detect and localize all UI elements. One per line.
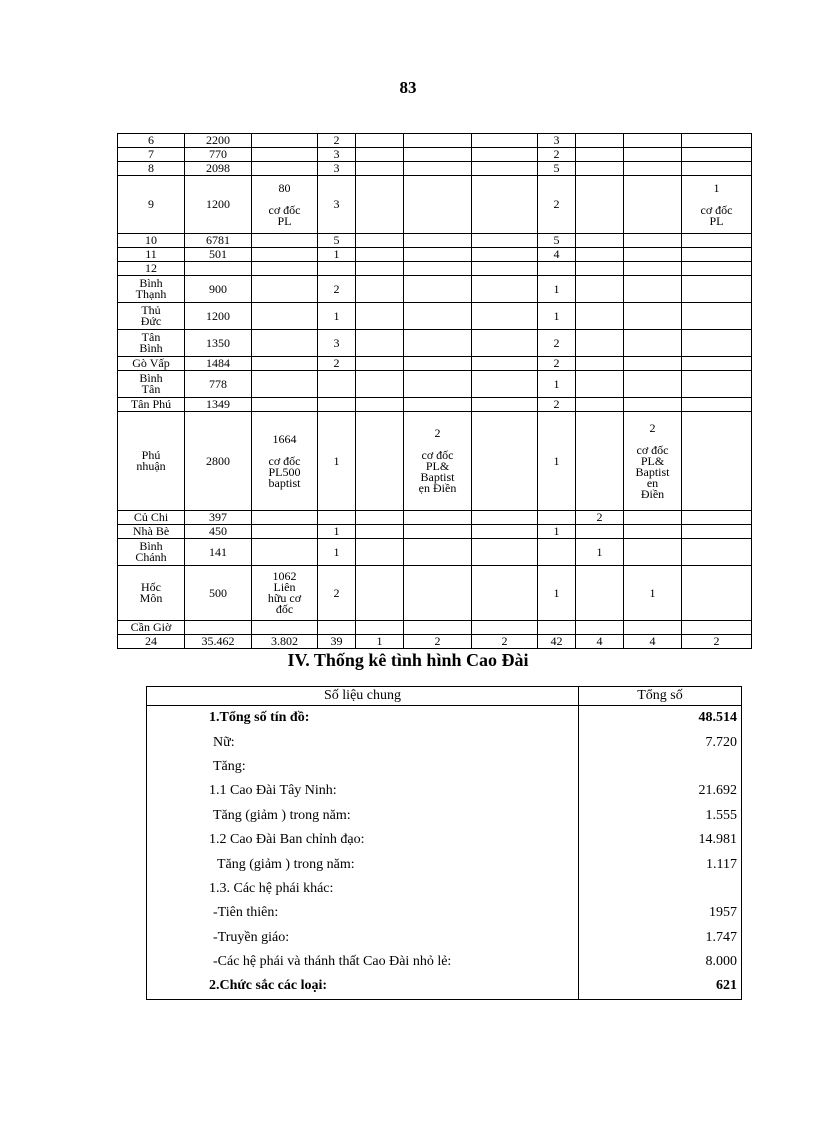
summary-row [147, 730, 742, 754]
table-cell: Thủ Đức [118, 303, 185, 330]
table-row [118, 539, 752, 566]
table-cell: 6 [118, 134, 185, 148]
table-cell [404, 162, 472, 176]
table-cell [356, 539, 404, 566]
table-cell [576, 621, 624, 635]
table-cell [356, 176, 404, 234]
table-cell [356, 511, 404, 525]
table-cell: 8 [118, 162, 185, 176]
table-cell: 3 [318, 148, 356, 162]
table-cell: 1 [318, 412, 356, 511]
table-row [118, 276, 752, 303]
table-cell: Gò Vấp [118, 357, 185, 371]
table-cell: 2098 [185, 162, 252, 176]
table-cell [576, 398, 624, 412]
table-cell [576, 566, 624, 621]
table-row [118, 234, 752, 248]
table-cell [404, 525, 472, 539]
table-cell [404, 621, 472, 635]
table-cell: 5 [538, 162, 576, 176]
table-cell [538, 511, 576, 525]
table-cell: 1 [624, 566, 682, 621]
table-cell [356, 134, 404, 148]
table-row [118, 262, 752, 276]
summary-value: 1957 [579, 901, 742, 925]
summary-value: 1.555 [579, 804, 742, 828]
table-cell [624, 234, 682, 248]
section-heading: IV. Thống kê tình hình Cao Đài [287, 650, 529, 670]
table-cell [252, 371, 318, 398]
table-cell [356, 371, 404, 398]
table-cell [472, 134, 538, 148]
summary-row [147, 974, 742, 999]
table-cell: 11 [118, 248, 185, 262]
table-cell: 35.462 [185, 635, 252, 649]
table-cell: 2200 [185, 134, 252, 148]
table-cell [682, 162, 752, 176]
table-cell [356, 357, 404, 371]
table-cell: 1 [318, 525, 356, 539]
table-cell [682, 262, 752, 276]
table-cell: 80 cơ đốc PL [252, 176, 318, 234]
table-cell [252, 248, 318, 262]
table-cell: 1 [538, 276, 576, 303]
table-cell: 1349 [185, 398, 252, 412]
table-cell: Phú nhuận [118, 412, 185, 511]
table-cell: Bình Tân [118, 371, 185, 398]
table-row [118, 621, 752, 635]
table-cell [624, 525, 682, 539]
table-cell [404, 539, 472, 566]
table-cell: Tân Phú [118, 398, 185, 412]
table-cell: 2 [472, 635, 538, 649]
table-cell: 10 [118, 234, 185, 248]
table-cell [624, 357, 682, 371]
table-cell [682, 621, 752, 635]
table-cell [576, 234, 624, 248]
table-cell [356, 412, 404, 511]
table-cell [472, 539, 538, 566]
table-cell [682, 330, 752, 357]
table-cell [538, 621, 576, 635]
summary-value: 14.981 [579, 828, 742, 852]
table-row [118, 148, 752, 162]
table-cell [356, 566, 404, 621]
summary-label: -Các hệ phái và thánh thất Cao Đài nhỏ lẻ: [147, 950, 579, 974]
summary-row [147, 852, 742, 876]
table-cell: 1 [318, 248, 356, 262]
table-cell [472, 566, 538, 621]
table-cell [356, 525, 404, 539]
table-cell: 1 [538, 303, 576, 330]
table-cell [318, 262, 356, 276]
page-number: 83 [399, 78, 417, 97]
table-cell [472, 525, 538, 539]
summary-label: 2.Chức sắc các loại: [147, 974, 579, 999]
table-cell [576, 412, 624, 511]
summary-row [147, 950, 742, 974]
table-cell: 1 [576, 539, 624, 566]
summary-label: -Truyền giáo: [147, 926, 579, 950]
table-cell [682, 511, 752, 525]
table-cell [682, 276, 752, 303]
summary-label: Tăng: [147, 755, 579, 779]
summary-table-body [147, 706, 742, 1000]
table-cell: 1350 [185, 330, 252, 357]
table-cell: 1 [538, 371, 576, 398]
table-cell: 39 [318, 635, 356, 649]
table-cell: Bình Chánh [118, 539, 185, 566]
table-cell: 2 cơ đốc PL& Baptist en Điền [624, 412, 682, 511]
summary-label: 1.3. Các hệ phái khác: [147, 877, 579, 901]
summary-row [147, 706, 742, 731]
table-cell [576, 276, 624, 303]
table-cell [538, 262, 576, 276]
table-cell: Cần Giờ [118, 621, 185, 635]
table-cell [472, 511, 538, 525]
table-cell [576, 162, 624, 176]
table-cell: Tân Bình [118, 330, 185, 357]
summary-label: 1.Tổng số tín đồ: [147, 706, 579, 731]
table-cell: Bình Thạnh [118, 276, 185, 303]
table-cell: 2 [404, 635, 472, 649]
table-cell [538, 539, 576, 566]
summary-value: 1.117 [579, 852, 742, 876]
table-cell [404, 303, 472, 330]
summary-row [147, 828, 742, 852]
summary-label: Tăng (giảm ) trong năm: [147, 804, 579, 828]
table-cell [252, 511, 318, 525]
summary-label: 1.2 Cao Đài Ban chỉnh đạo: [147, 828, 579, 852]
table-cell [356, 303, 404, 330]
table-cell: 1664 cơ đốc PL500 baptist [252, 412, 318, 511]
table-cell [472, 303, 538, 330]
table-cell: 3 [318, 330, 356, 357]
summary-label: 1.1 Cao Đài Tây Ninh: [147, 779, 579, 803]
table-cell [624, 303, 682, 330]
table-cell: 3 [318, 162, 356, 176]
table-row [118, 398, 752, 412]
table-cell: 397 [185, 511, 252, 525]
table-row [118, 371, 752, 398]
table-cell [682, 303, 752, 330]
table-cell [252, 262, 318, 276]
table-cell [682, 412, 752, 511]
table-cell [318, 621, 356, 635]
table-cell: 1200 [185, 303, 252, 330]
table-cell: 3.802 [252, 635, 318, 649]
table-cell [624, 398, 682, 412]
table-cell [252, 134, 318, 148]
table-cell: 1062 Liên hữu cơ đốc [252, 566, 318, 621]
table-cell [472, 148, 538, 162]
table-cell: 24 [118, 635, 185, 649]
summary-label: -Tiên thiên: [147, 901, 579, 925]
table-cell: 2 [576, 511, 624, 525]
table-cell: 2 [538, 148, 576, 162]
table-cell: Hốc Môn [118, 566, 185, 621]
table-cell [624, 162, 682, 176]
table-cell [624, 262, 682, 276]
table-cell [682, 357, 752, 371]
table-cell [356, 162, 404, 176]
table-cell [356, 248, 404, 262]
table-cell [472, 162, 538, 176]
summary-value: 8.000 [579, 950, 742, 974]
table-cell [624, 248, 682, 262]
table-row [118, 303, 752, 330]
table-cell [252, 357, 318, 371]
table-cell: 1 [356, 635, 404, 649]
table-cell: 2 [538, 357, 576, 371]
table-cell: 141 [185, 539, 252, 566]
table-cell [404, 262, 472, 276]
table-cell [624, 176, 682, 234]
table-cell [576, 357, 624, 371]
table-cell: 12 [118, 262, 185, 276]
table-cell: 5 [538, 234, 576, 248]
table-cell: 1200 [185, 176, 252, 234]
table-cell: 6781 [185, 234, 252, 248]
table-cell: 1484 [185, 357, 252, 371]
table-cell [472, 412, 538, 511]
table-row [118, 248, 752, 262]
table-cell [252, 621, 318, 635]
cao-dai-summary-table [146, 686, 742, 1000]
table-cell: 7 [118, 148, 185, 162]
table-cell [624, 330, 682, 357]
table-row [118, 162, 752, 176]
table-cell [356, 262, 404, 276]
table-cell [185, 621, 252, 635]
table-cell [252, 234, 318, 248]
table-cell [404, 371, 472, 398]
table-cell: 4 [624, 635, 682, 649]
table-cell [252, 398, 318, 412]
table-cell [472, 371, 538, 398]
table-cell [682, 525, 752, 539]
table-cell [404, 330, 472, 357]
table-cell [576, 134, 624, 148]
table-cell: 2 cơ đốc PL& Baptist ẹn Điền [404, 412, 472, 511]
table-row [118, 357, 752, 371]
table-cell: 1 [318, 303, 356, 330]
summary-header-total: Tổng số [579, 687, 742, 706]
table-cell [472, 248, 538, 262]
table-cell [252, 330, 318, 357]
table-cell [682, 234, 752, 248]
table-cell [472, 262, 538, 276]
table-cell: 4 [576, 635, 624, 649]
table-cell [318, 511, 356, 525]
table-cell: 1 cơ đốc PL [682, 176, 752, 234]
table-cell [252, 148, 318, 162]
table-cell [682, 566, 752, 621]
table-cell [318, 371, 356, 398]
table-cell [252, 539, 318, 566]
table-cell: 2800 [185, 412, 252, 511]
table-cell: 3 [318, 176, 356, 234]
table-cell [576, 330, 624, 357]
table-cell: 770 [185, 148, 252, 162]
table-cell: 501 [185, 248, 252, 262]
table-row [118, 330, 752, 357]
table-row [118, 566, 752, 621]
district-statistics-table [117, 133, 752, 649]
table-cell [576, 525, 624, 539]
summary-value: 621 [579, 974, 742, 999]
table-cell [682, 248, 752, 262]
table-cell: 1 [538, 412, 576, 511]
table-cell: 1 [538, 525, 576, 539]
table-cell [624, 621, 682, 635]
table-cell [252, 276, 318, 303]
summary-value: 1.747 [579, 926, 742, 950]
table-cell [252, 303, 318, 330]
table-cell: 9 [118, 176, 185, 234]
summary-value [579, 877, 742, 901]
table-cell [404, 511, 472, 525]
table-cell [356, 330, 404, 357]
table-cell [472, 330, 538, 357]
summary-value: 7.720 [579, 730, 742, 754]
summary-label: Tăng (giảm ) trong năm: [147, 852, 579, 876]
table-cell: Củ Chi [118, 511, 185, 525]
table-cell [682, 371, 752, 398]
table-cell [624, 539, 682, 566]
summary-row [147, 901, 742, 925]
table-cell [404, 566, 472, 621]
table-cell [576, 371, 624, 398]
table-cell: 1 [538, 566, 576, 621]
table-cell [472, 357, 538, 371]
table-cell [576, 248, 624, 262]
summary-row [147, 877, 742, 901]
table-cell [472, 176, 538, 234]
table-cell: 2 [682, 635, 752, 649]
summary-header-label: Số liệu chung [147, 687, 579, 706]
district-table-body [118, 134, 752, 649]
table-cell: 2 [318, 276, 356, 303]
table-cell [472, 398, 538, 412]
table-cell: 2 [318, 357, 356, 371]
summary-row [147, 804, 742, 828]
table-cell: 1 [318, 539, 356, 566]
summary-row [147, 779, 742, 803]
table-cell [576, 262, 624, 276]
table-cell [252, 162, 318, 176]
table-cell: 42 [538, 635, 576, 649]
table-row [118, 511, 752, 525]
table-cell: 450 [185, 525, 252, 539]
table-cell [682, 134, 752, 148]
table-cell [624, 134, 682, 148]
table-cell [472, 276, 538, 303]
table-cell [682, 398, 752, 412]
table-row [118, 635, 752, 649]
summary-value: 21.692 [579, 779, 742, 803]
table-cell: 778 [185, 371, 252, 398]
summary-value: 48.514 [579, 706, 742, 731]
table-row [118, 525, 752, 539]
table-row [118, 176, 752, 234]
table-cell: 2 [538, 330, 576, 357]
table-cell: 2 [318, 566, 356, 621]
table-cell: 500 [185, 566, 252, 621]
table-row [118, 412, 752, 511]
table-cell: 5 [318, 234, 356, 248]
table-cell: 2 [538, 398, 576, 412]
table-cell [404, 148, 472, 162]
table-cell [576, 176, 624, 234]
table-cell [624, 148, 682, 162]
summary-row [147, 926, 742, 950]
table-cell [624, 276, 682, 303]
table-cell [404, 357, 472, 371]
table-cell [576, 148, 624, 162]
table-cell [682, 148, 752, 162]
table-cell [356, 398, 404, 412]
table-cell: 3 [538, 134, 576, 148]
table-cell [624, 371, 682, 398]
table-cell [404, 398, 472, 412]
table-cell [624, 511, 682, 525]
table-cell [682, 539, 752, 566]
summary-row [147, 755, 742, 779]
table-cell [404, 248, 472, 262]
table-cell [318, 398, 356, 412]
summary-label: Nữ: [147, 730, 579, 754]
summary-value [579, 755, 742, 779]
table-cell [404, 176, 472, 234]
table-cell [576, 303, 624, 330]
table-cell [472, 234, 538, 248]
table-cell: 2 [538, 176, 576, 234]
summary-header-row [147, 687, 742, 706]
table-cell: 900 [185, 276, 252, 303]
table-row [118, 134, 752, 148]
table-cell: 4 [538, 248, 576, 262]
table-cell [356, 621, 404, 635]
table-cell: 2 [318, 134, 356, 148]
table-cell [404, 134, 472, 148]
table-cell [356, 276, 404, 303]
table-cell [404, 276, 472, 303]
table-cell [404, 234, 472, 248]
table-cell: Nhà Bè [118, 525, 185, 539]
table-cell [356, 234, 404, 248]
table-cell [252, 525, 318, 539]
table-cell [356, 148, 404, 162]
table-cell [472, 621, 538, 635]
table-cell [185, 262, 252, 276]
